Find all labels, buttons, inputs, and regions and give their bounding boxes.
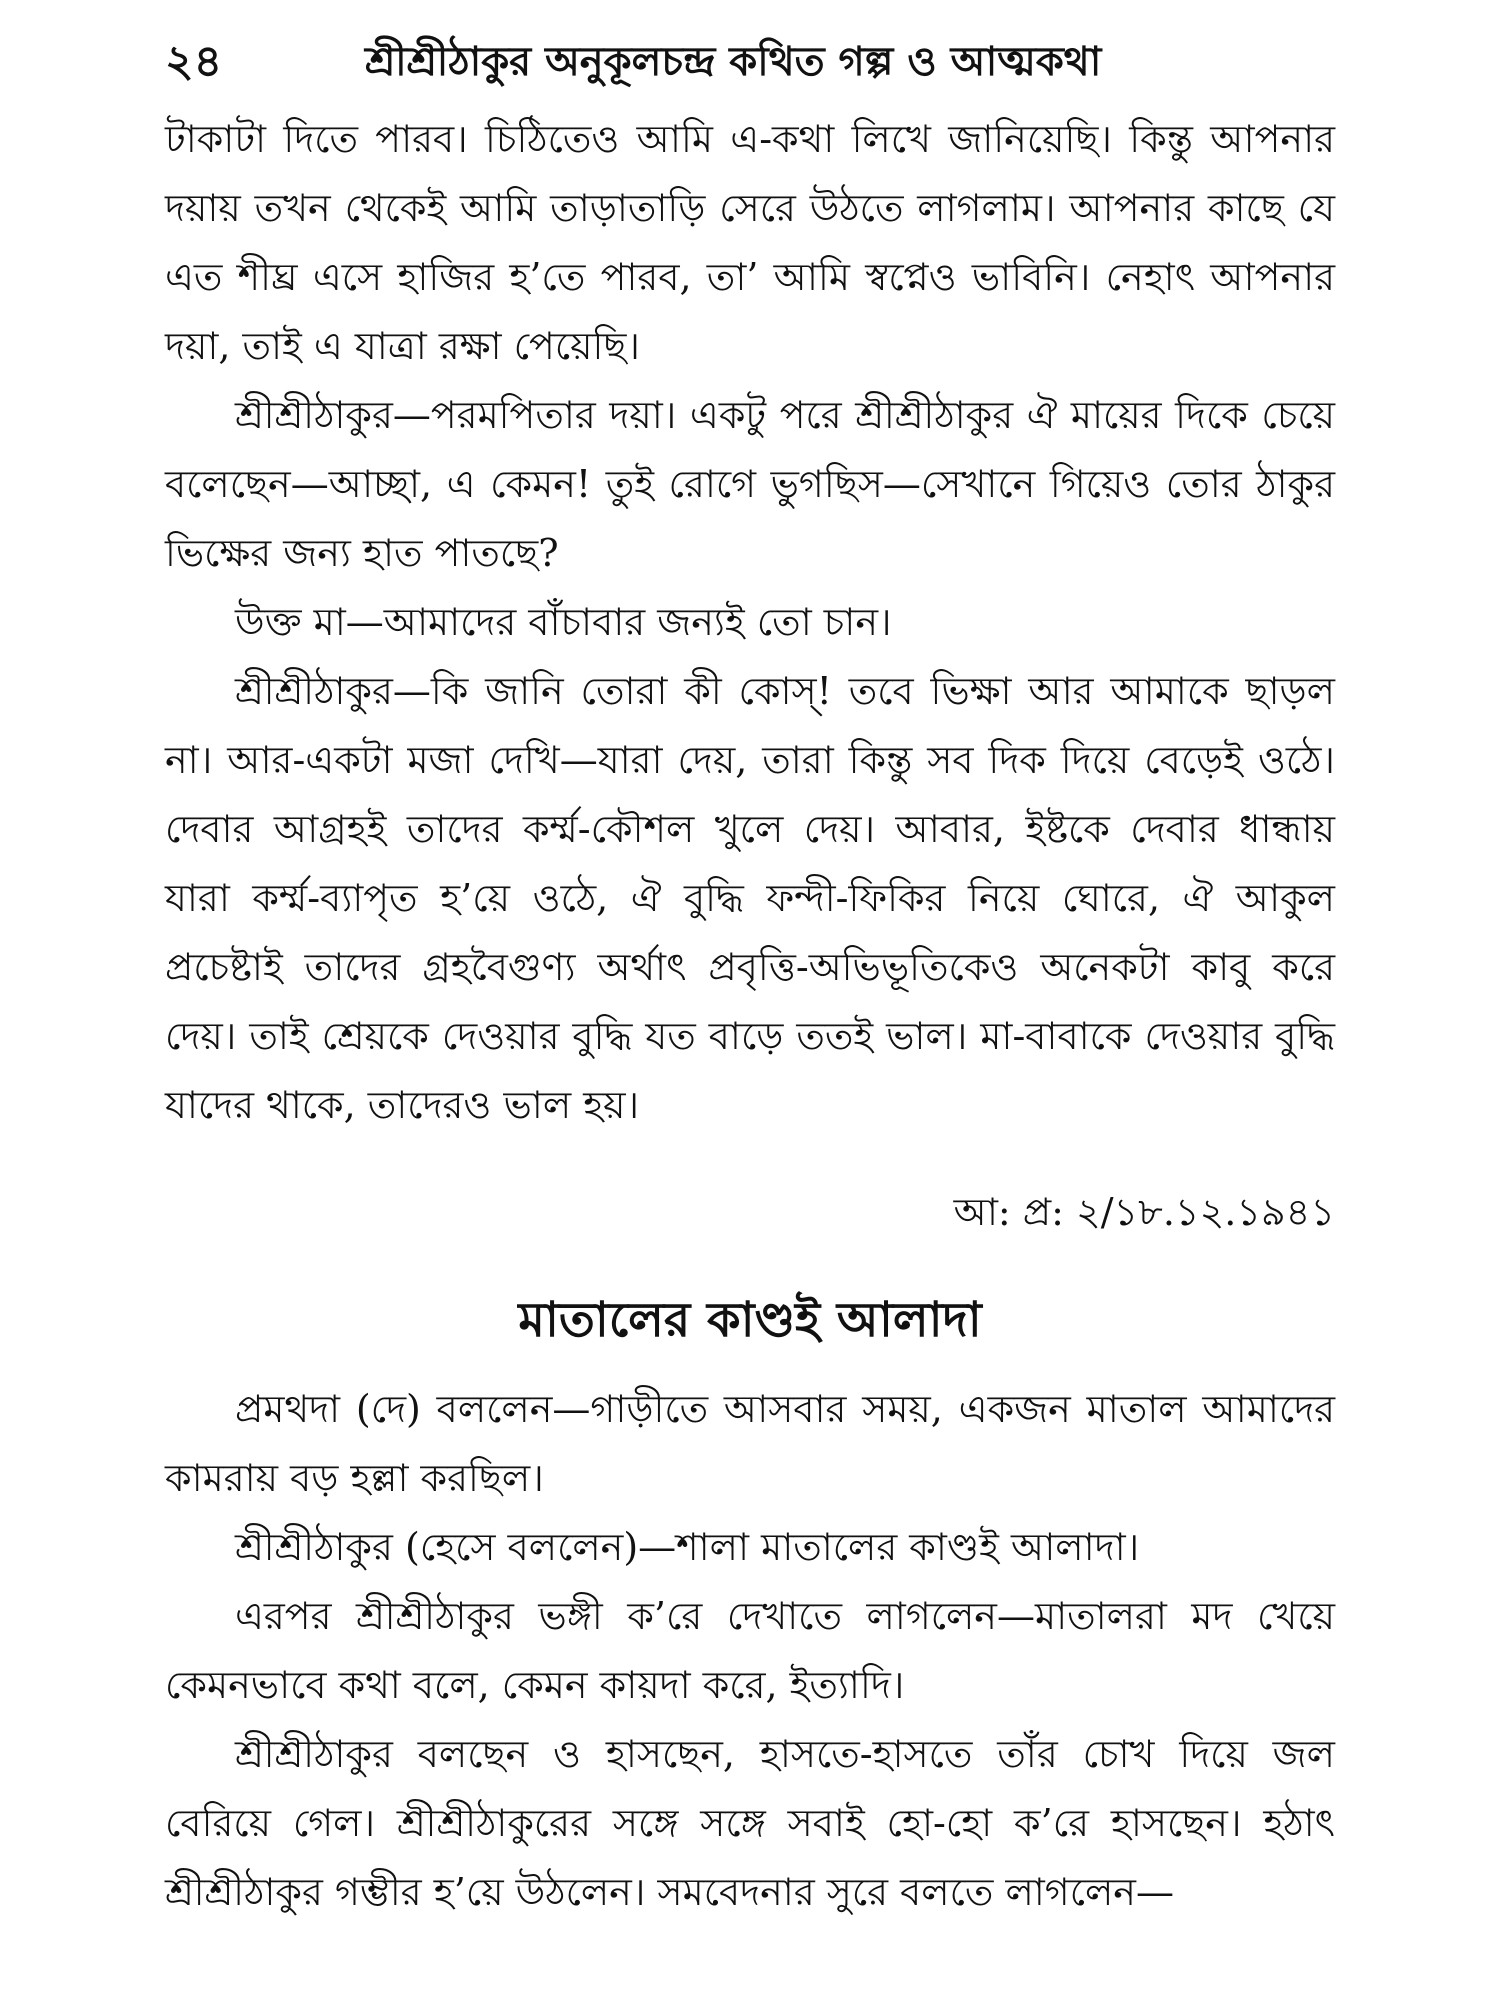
body-text-section [165,1375,1335,1927]
page-number: ২৪ [165,36,223,87]
body-text-top [165,105,1335,1140]
paragraph-2: শ্রীশ্রীঠাকুর—পরমপিতার দয়া। একটু পরে শ্রীশ্রীঠাকুর ঐ মায়ের দিকে চেয়ে বলেছেন—আচ্ছা, এ কেমন! তুই রোগে ভুগছিস—সেখানে গিয়েও তোর ঠাকুর ভিক্ষের জন্য হাত পাতছে? [165,393,1335,575]
section-paragraph-2: শ্রীশ্রীঠাকুর (হেসে বললেন)—শালা মাতালের কাণ্ডই আলাদা। [235,1525,1140,1569]
section-paragraph-1: প্রমথদা (দে) বললেন—গাড়ীতে আসবার সময়, একজন মাতাল আমাদের কামরায় বড় হল্লা করছিল। [165,1387,1335,1500]
source-citation: আ: প্র: ২/১৮.১২.১৯৪১ [953,1190,1335,1234]
paragraph-4: শ্রীশ্রীঠাকুর—কি জানি তোরা কী কোস্! তবে ভিক্ষা আর আমাকে ছাড়ল না। আর-একটা মজা দেখি—যারা দেয়, তারা কিন্তু সব দিক দিয়ে বেড়েই ওঠে। দেবার আগ্রহই তাদের কর্ম্ম-কৌশল খুলে দেয়। আবার, ইষ্টকে দেবার ধান্ধায় যারা কর্ম্ম-ব্যাপৃত হ’য়ে ওঠে, ঐ বুদ্ধি ফন্দী-ফিকির নিয়ে ঘোরে, ঐ আকুল প্রচেষ্টাই তাদের গ্রহবৈগুণ্য অর্থাৎ প্রবৃত্তি-অভিভূতিকেও অনেকটা কাবু করে দেয়। তাই শ্রেয়কে দেওয়ার বুদ্ধি যত বাড়ে ততই ভাল। মা-বাবাকে দেওয়ার বুদ্ধি যাদের থাকে, তাদেরও ভাল হয়। [165,669,1335,1127]
running-title: শ্রীশ্রীঠাকুর অনুকূলচন্দ্র কথিত গল্প ও আত্মকথা [365,38,1102,85]
section-paragraph-4: শ্রীশ্রীঠাকুর বলছেন ও হাসছেন, হাসতে-হাসতে তাঁর চোখ দিয়ে জল বেরিয়ে গেল। শ্রীশ্রীঠাকুরের সঙ্গে সঙ্গে সবাই হো-হো ক’রে হাসছেন। হঠাৎ শ্রীশ্রীঠাকুর গম্ভীর হ’য়ে উঠলেন। সমবেদনার সুরে বলতে লাগলেন— [165,1732,1335,1914]
page-header [165,22,1365,102]
paragraph-3: উক্ত মা—আমাদের বাঁচাবার জন্যই তো চান। [235,600,892,644]
section-paragraph-3: এরপর শ্রীশ্রীঠাকুর ভঙ্গী ক’রে দেখাতে লাগলেন—মাতালরা মদ খেয়ে কেমনভাবে কথা বলে, কেমন কায়দা করে, ইত্যাদি। [165,1594,1335,1707]
section-heading: মাতালের কাণ্ডই আলাদা [518,1292,982,1348]
paragraph-1: টাকাটা দিতে পারব। চিঠিতেও আমি এ-কথা লিখে জানিয়েছি। কিন্তু আপনার দয়ায় তখন থেকেই আমি তাড়াতাড়ি সেরে উঠতে লাগলাম। আপনার কাছে যে এত শীঘ্র এসে হাজির হ’তে পারব, তা’ আমি স্বপ্নেও ভাবিনি। নেহাৎ আপনার দয়া, তাই এ যাত্রা রক্ষা পেয়েছি। [165,117,1335,368]
